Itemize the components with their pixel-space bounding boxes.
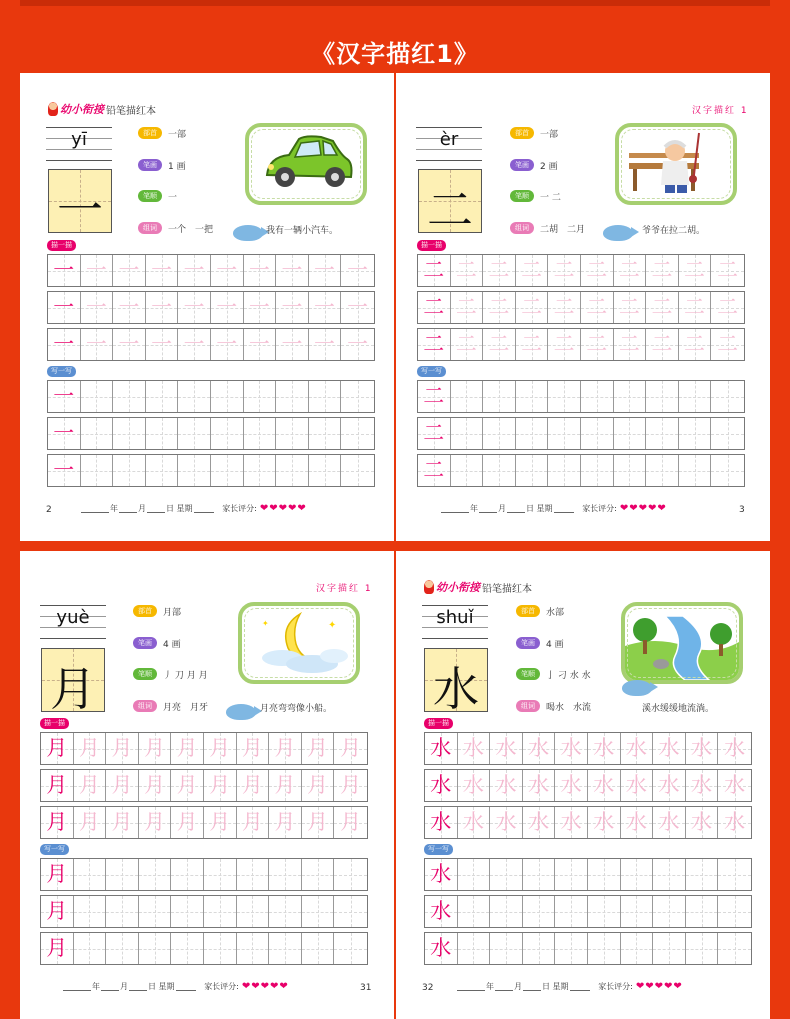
radical-row: 部首 月部	[133, 604, 181, 618]
trace-row: 水 水 水 水 水 水 水 水 水 水	[424, 806, 752, 839]
strokes-row: 笔画 4 画	[133, 636, 181, 650]
trace-row: 水 水 水 水 水 水 水 水 水 水	[424, 732, 752, 765]
workbook-page-1	[20, 73, 394, 541]
girl-icon	[48, 102, 58, 116]
write-row: 水	[424, 895, 752, 928]
brand	[48, 101, 156, 117]
trace-label: 描一描	[47, 240, 76, 251]
write-label: 写一写	[417, 366, 446, 377]
radical-row: 部首 一部	[138, 126, 186, 140]
trace-row: 一 一 一 一 一 一 一 一 一 一	[47, 291, 375, 324]
brand-logo: 幼小衔接	[436, 581, 480, 594]
main-character: 月	[41, 648, 105, 712]
write-label: 写一写	[40, 844, 69, 855]
trace-row: 月 月 月 月 月 月 月 月 月 月	[40, 769, 368, 802]
stream-icon	[625, 606, 739, 680]
page-header-label: 汉字描红 1	[316, 584, 373, 594]
words-row: 组词 月亮 月牙	[133, 699, 208, 713]
picture-frame	[238, 602, 360, 684]
heart-rating-icons: ❤❤❤❤❤	[241, 981, 289, 992]
write-row: 一	[47, 454, 375, 487]
page-number: 32	[422, 983, 434, 993]
example-sentence: 溪水缓缓地流淌。	[642, 704, 715, 714]
write-row: 二	[417, 417, 745, 450]
trace-row: 二 二 二 二 二 二 二 二 二 二	[417, 291, 745, 324]
page-number: 3	[739, 505, 745, 515]
picture-frame	[245, 123, 367, 205]
page-title: 《汉字描红1》	[311, 40, 479, 68]
picture-frame	[615, 123, 737, 205]
write-row: 月	[40, 858, 368, 891]
stroke-order-row: 笔顺 亅 刁 水 水	[516, 667, 591, 681]
brand	[424, 579, 532, 595]
example-sentence: 我有一辆小汽车。	[266, 226, 339, 236]
write-row: 月	[40, 895, 368, 928]
whale-icon	[622, 680, 652, 696]
whale-icon	[603, 225, 633, 241]
trace-label: 描一描	[40, 718, 69, 729]
main-character: 水	[424, 648, 488, 712]
radical-row: 部首 一部	[510, 126, 558, 140]
page-number: 2	[46, 505, 52, 515]
pinyin: yī	[71, 129, 87, 150]
brand-text: 铅笔描红本	[106, 105, 156, 117]
main-character: 二	[418, 169, 482, 233]
write-row: 月	[40, 932, 368, 965]
date-rating-footer: 年 月 日 星期 家长评分: ❤❤❤❤❤	[440, 503, 667, 514]
trace-row: 二 二 二 二 二 二 二 二 二 二	[417, 254, 745, 287]
whale-icon	[226, 704, 256, 720]
words-row: 组词 二胡 二月	[510, 221, 585, 235]
write-row: 二	[417, 454, 745, 487]
strokes-row: 笔画 4 画	[516, 636, 564, 650]
pinyin: èr	[439, 129, 459, 150]
workbook-page-4	[396, 551, 770, 1019]
pinyin: yuè	[56, 607, 90, 628]
example-sentence: 爷爷在拉二胡。	[642, 226, 706, 236]
trace-row: 二 二 二 二 二 二 二 二 二 二	[417, 328, 745, 361]
grandpa-erhu-icon	[619, 127, 733, 201]
svg-text:✦: ✦	[328, 620, 337, 631]
heart-rating-icons: ❤❤❤❤❤	[635, 981, 683, 992]
strokes-row: 笔画 1 画	[138, 158, 186, 172]
trace-label: 描一描	[424, 718, 453, 729]
brand-text: 铅笔描红本	[482, 583, 532, 595]
radical-row: 部首 水部	[516, 604, 564, 618]
write-label: 写一写	[424, 844, 453, 855]
example-sentence: 月亮弯弯像小船。	[260, 704, 333, 714]
stroke-order-row: 笔顺 一	[138, 189, 177, 203]
write-row: 一	[47, 380, 375, 413]
brand-logo: 幼小衔接	[60, 103, 104, 116]
svg-text:✦: ✦	[262, 619, 269, 628]
top-divider	[20, 0, 770, 6]
whale-icon	[233, 225, 263, 241]
trace-label: 描一描	[417, 240, 446, 251]
words-row: 组词 一个 一把	[138, 221, 213, 235]
pinyin-box	[416, 127, 482, 161]
page-header-label: 汉字描红 1	[692, 106, 749, 116]
trace-row: 水 水 水 水 水 水 水 水 水 水	[424, 769, 752, 802]
pinyin-box	[46, 127, 112, 161]
stroke-order-row: 笔顺 一 二	[510, 189, 561, 203]
workbook-page-3	[20, 551, 394, 1019]
picture-frame	[621, 602, 743, 684]
date-rating-footer: 年 月 日 星期 家长评分: ❤❤❤❤❤	[456, 981, 683, 992]
trace-row: 月 月 月 月 月 月 月 月 月 月	[40, 732, 368, 765]
pinyin-box	[40, 605, 106, 639]
date-rating-footer: 年 月 日 星期 家长评分: ❤❤❤❤❤	[62, 981, 289, 992]
car-icon	[249, 127, 363, 201]
moon-icon	[242, 606, 356, 680]
write-row: 水	[424, 858, 752, 891]
trace-row: 一 一 一 一 一 一 一 一 一 一	[47, 328, 375, 361]
date-rating-footer: 年 月 日 星期 家长评分: ❤❤❤❤❤	[80, 503, 307, 514]
pinyin: shuǐ	[436, 607, 474, 628]
workbook-page-2	[396, 73, 770, 541]
write-row: 二	[417, 380, 745, 413]
trace-row: 月 月 月 月 月 月 月 月 月 月	[40, 806, 368, 839]
write-label: 写一写	[47, 366, 76, 377]
stroke-order-row: 笔顺 丿 刀 月 月	[133, 667, 208, 681]
main-character: 一	[48, 169, 112, 233]
pinyin-box	[422, 605, 488, 639]
heart-rating-icons: ❤❤❤❤❤	[619, 503, 667, 514]
heart-rating-icons: ❤❤❤❤❤	[259, 503, 307, 514]
page-number: 31	[360, 983, 372, 993]
write-row: 水	[424, 932, 752, 965]
words-row: 组词 喝水 水流	[516, 699, 591, 713]
strokes-row: 笔画 2 画	[510, 158, 558, 172]
trace-row: 一 一 一 一 一 一 一 一 一 一	[47, 254, 375, 287]
girl-icon	[424, 580, 434, 594]
write-row: 一	[47, 417, 375, 450]
